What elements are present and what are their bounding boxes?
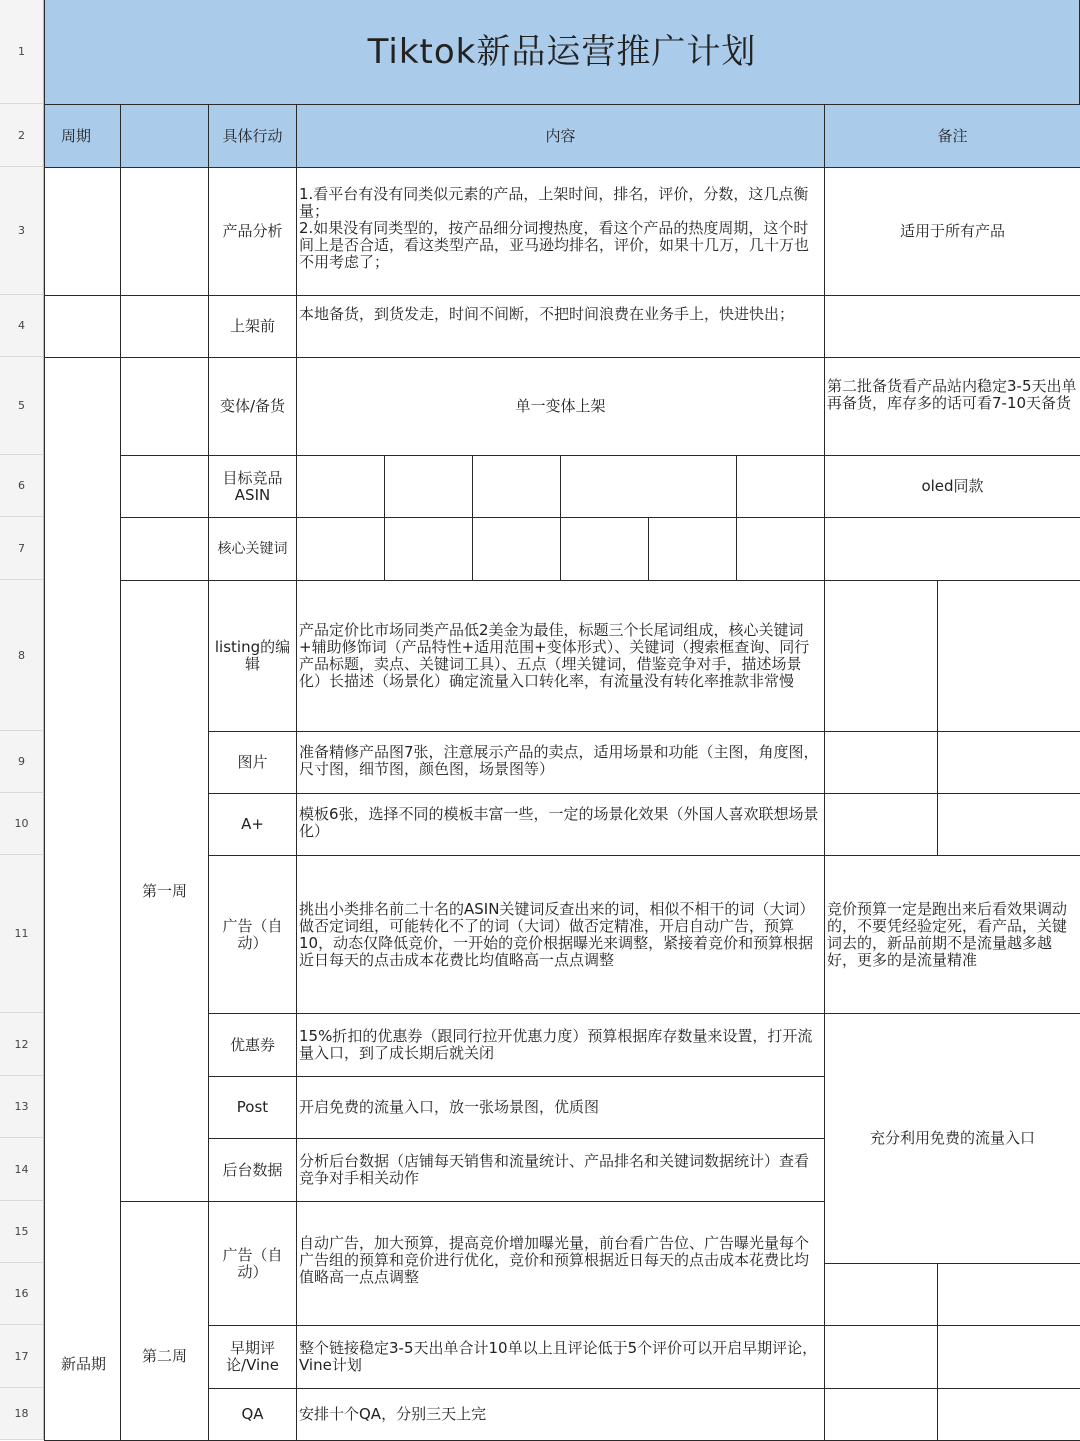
row-number-11[interactable]: 11 [0, 855, 44, 1013]
note-ads-auto-w1[interactable]: 竞价预算一定是跑出来后看效果调动的，不要凭经验定死，看产品，关键词去的，新品前期不是流量越多越好，更多的是流量精准 [824, 855, 1080, 1014]
action-pre-listing[interactable]: 上架前 [208, 295, 297, 358]
action-target-asin[interactable]: 目标竞品ASIN [208, 455, 297, 518]
keyword-slot-3[interactable] [472, 517, 561, 581]
period-cell-r3[interactable] [44, 167, 121, 296]
action-core-keywords[interactable]: 核心关键词 [208, 517, 297, 581]
keyword-slot-2[interactable] [384, 517, 473, 581]
action-variant-stock[interactable]: 变体/备货 [208, 357, 297, 456]
note-r16-b[interactable] [937, 1263, 1080, 1326]
phase-week1[interactable]: 第一周 [120, 580, 209, 1202]
asin-slot-4[interactable] [560, 455, 737, 518]
keyword-slot-1[interactable] [296, 517, 385, 581]
keyword-slot-4[interactable] [560, 517, 649, 581]
header-blank[interactable] [120, 104, 209, 168]
action-ads-auto-w1[interactable]: 广告（自动） [208, 855, 297, 1014]
action-images[interactable]: 图片 [208, 731, 297, 794]
note-r18-a[interactable] [824, 1388, 938, 1441]
content-qa[interactable]: 安排十个QA，分别三天上完 [296, 1388, 825, 1441]
row-number-6[interactable]: 6 [0, 455, 44, 517]
period-cell-r4[interactable] [44, 295, 121, 358]
content-early-review-vine[interactable]: 整个链接稳定3-5天出单合计10单以上且评论低于5个评价可以开启早期评论，Vine计划 [296, 1325, 825, 1389]
period-new-product[interactable] [44, 357, 121, 1441]
note-product-analysis[interactable]: 适用于所有产品 [824, 167, 1080, 296]
header-content[interactable]: 内容 [296, 104, 825, 168]
asin-slot-1[interactable] [296, 455, 385, 518]
action-coupon[interactable]: 优惠券 [208, 1013, 297, 1077]
content-coupon[interactable]: 15%折扣的优惠券（跟同行拉开优惠力度）预算根据库存数量来设置，打开流量入口，到了成长期后就关闭 [296, 1013, 825, 1077]
phase-cell-r3[interactable] [120, 167, 209, 296]
action-listing-edit[interactable]: listing的编辑 [208, 580, 297, 732]
keyword-slot-5[interactable] [648, 517, 737, 581]
row-number-12[interactable]: 12 [0, 1013, 44, 1076]
row-number-14[interactable]: 14 [0, 1138, 44, 1201]
row-number-10[interactable]: 10 [0, 793, 44, 855]
row-number-3[interactable]: 3 [0, 167, 44, 295]
header-action[interactable]: 具体行动 [208, 104, 297, 168]
phase-week2[interactable]: 第二周 [120, 1201, 209, 1441]
content-ads-auto-w2[interactable]: 自动广告，加大预算，提高竞价增加曝光量，前台看广告位、广告曝光量每个广告组的预算和竞价进行优化，竞价和预算根据近日每天的点击成本花费比均值略高一点点调整 [296, 1201, 825, 1326]
note-free-traffic[interactable]: 充分利用免费的流量入口 [824, 1013, 1080, 1264]
row-number-18[interactable]: 18 [0, 1388, 44, 1440]
phase-cell-r4[interactable] [120, 295, 209, 358]
note-r17-a[interactable] [824, 1325, 938, 1389]
note-r17-b[interactable] [937, 1325, 1080, 1389]
action-post[interactable]: Post [208, 1076, 297, 1139]
note-a-plus-b[interactable] [937, 793, 1080, 856]
keyword-slot-6[interactable] [736, 517, 825, 581]
asin-slot-3[interactable] [472, 455, 561, 518]
phase-cell-r7[interactable] [120, 517, 209, 581]
header-period[interactable]: 周期 [44, 104, 121, 168]
note-target-asin[interactable]: oled同款 [824, 455, 1080, 518]
action-qa[interactable]: QA [208, 1388, 297, 1441]
content-listing-edit[interactable]: 产品定价比市场同类产品低2美金为最佳，标题三个长尾词组成，核心关键词+辅助修饰词（产品特性+适用范围+变体形式）、关键词（搜索框查询、同行产品标题，卖点、关键词工具）、五点（埋关键词，借鉴竞争对手，描述场景化）长描述（场景化）确定流量入口转化率，有流量没有转化率推款非常慢 [296, 580, 825, 732]
phase-cell-r6[interactable] [120, 455, 209, 518]
phase-cell-r5[interactable] [120, 357, 209, 456]
content-ads-auto-w1[interactable]: 挑出小类排名前二十名的ASIN关键词反查出来的词，相似不相干的词（大词）做否定词组，可能转化不了的词（大词）做否定精准，开启自动广告，预算10，动态仅降低竞价，一开始的竞价根据曝光来调整，紧接着竞价和预算根据近日每天的点击成本花费比均值略高一点点调整 [296, 855, 825, 1014]
note-variant-stock[interactable]: 第二批备货看产品站内稳定3-5天出单再备货，库存多的话可看7-10天备货 [824, 357, 1080, 456]
note-r16-a[interactable] [824, 1263, 938, 1326]
row-number-2[interactable]: 2 [0, 104, 44, 167]
row-number-4[interactable]: 4 [0, 295, 44, 357]
row-number-7[interactable]: 7 [0, 517, 44, 580]
asin-slot-2[interactable] [384, 455, 473, 518]
content-pre-listing[interactable]: 本地备货，到货发走，时间不间断，不把时间浪费在业务手上，快进快出； [296, 295, 825, 358]
row-number-8[interactable]: 8 [0, 580, 44, 731]
content-variant-stock[interactable]: 单一变体上架 [296, 357, 825, 456]
note-listing-a[interactable] [824, 580, 938, 732]
row-number-15[interactable]: 15 [0, 1201, 44, 1263]
action-product-analysis[interactable]: 产品分析 [208, 167, 297, 296]
row-number-1[interactable]: 1 [0, 0, 44, 104]
action-ads-auto-w2[interactable]: 广告（自动） [208, 1201, 297, 1326]
action-a-plus[interactable]: A+ [208, 793, 297, 856]
row-number-16[interactable]: 16 [0, 1263, 44, 1325]
content-images[interactable]: 准备精修产品图7张，注意展示产品的卖点，适用场景和功能（主图，角度图，尺寸图，细节图，颜色图，场景图等） [296, 731, 825, 794]
header-note[interactable]: 备注 [824, 104, 1080, 168]
content-a-plus[interactable]: 模板6张，选择不同的模板丰富一些，一定的场景化效果（外国人喜欢联想场景化） [296, 793, 825, 856]
note-images-b[interactable] [937, 731, 1080, 794]
row-number-13[interactable]: 13 [0, 1076, 44, 1138]
note-core-keywords[interactable] [824, 517, 1080, 581]
note-listing-b[interactable] [937, 580, 1080, 732]
content-backend-data[interactable]: 分析后台数据（店铺每天销售和流量统计、产品排名和关键词数据统计）查看竞争对手相关动作 [296, 1138, 825, 1202]
asin-slot-5[interactable] [736, 455, 825, 518]
row-number-9[interactable]: 9 [0, 731, 44, 793]
note-r18-b[interactable] [937, 1388, 1080, 1441]
content-post[interactable]: 开启免费的流量入口，放一张场景图，优质图 [296, 1076, 825, 1139]
note-a-plus-a[interactable] [824, 793, 938, 856]
note-images-a[interactable] [824, 731, 938, 794]
action-early-review-vine[interactable]: 早期评论/Vine [208, 1325, 297, 1389]
action-backend-data[interactable]: 后台数据 [208, 1138, 297, 1202]
row-number-5[interactable]: 5 [0, 357, 44, 455]
period-new-product-label: 新品期 [60, 1355, 106, 1373]
sheet-title[interactable]: Tiktok新品运营推广计划 [44, 0, 1080, 105]
note-pre-listing[interactable] [824, 295, 1080, 358]
row-number-17[interactable]: 17 [0, 1325, 44, 1388]
content-product-analysis[interactable]: 1.看平台有没有同类似元素的产品，上架时间，排名，评价，分数，这几点衡量； 2.如果没有同类型的，按产品细分词搜热度，看这个产品的热度周期，这个时间上是否合适，看这类型产品，亚马逊均排名，评价，如果十几万，几十万也不用考虑了； [296, 167, 825, 296]
